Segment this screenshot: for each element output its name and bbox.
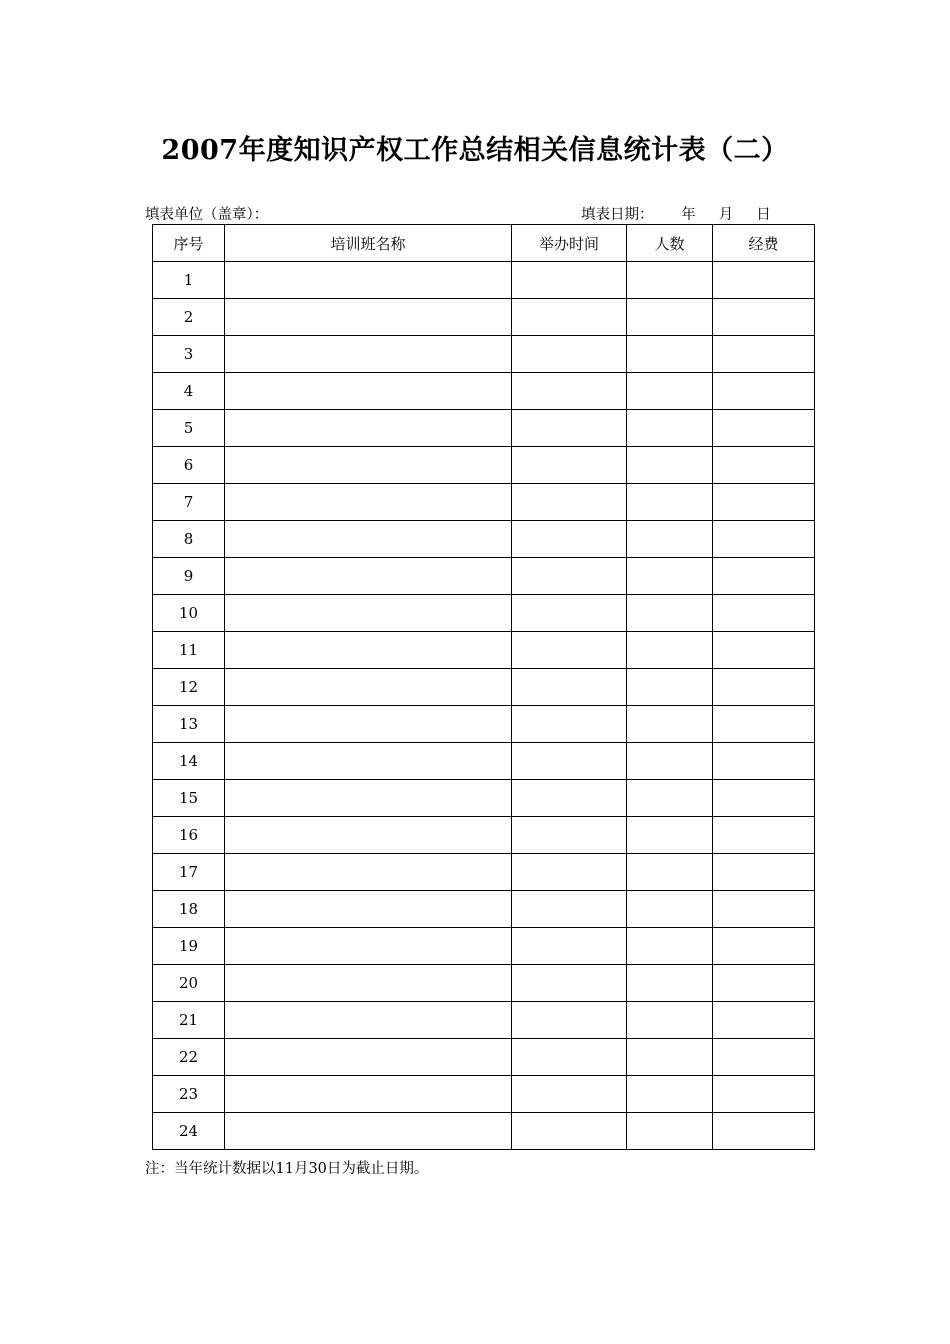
participant-count-cell[interactable]	[627, 336, 713, 373]
held-time-cell[interactable]	[512, 891, 627, 928]
serial-number-cell: 14	[153, 743, 225, 780]
funding-cell[interactable]	[713, 743, 815, 780]
held-time-cell[interactable]	[512, 743, 627, 780]
training-name-cell[interactable]	[225, 299, 512, 336]
serial-number-cell: 19	[153, 928, 225, 965]
participant-count-cell[interactable]	[627, 484, 713, 521]
participant-count-cell[interactable]	[627, 521, 713, 558]
table-header-row	[153, 225, 815, 262]
training-name-cell[interactable]	[225, 484, 512, 521]
serial-number-cell: 2	[153, 299, 225, 336]
header-held-time: 举办时间	[512, 225, 627, 262]
serial-number-cell: 9	[153, 558, 225, 595]
training-name-cell[interactable]	[225, 336, 512, 373]
held-time-cell[interactable]	[512, 632, 627, 669]
participant-count-cell[interactable]	[627, 1076, 713, 1113]
filling-date-label: 填表日期： 年 月 日	[581, 207, 771, 223]
held-time-cell[interactable]	[512, 706, 627, 743]
funding-cell[interactable]	[713, 891, 815, 928]
filling-unit-label: 填表单位（盖章）：	[145, 207, 269, 223]
serial-number-cell: 21	[153, 1002, 225, 1039]
funding-cell[interactable]	[713, 558, 815, 595]
table-row	[153, 373, 815, 410]
participant-count-cell[interactable]	[627, 1002, 713, 1039]
footnote: 注：当年统计数据以11月30日为截止日期。	[145, 1161, 429, 1177]
held-time-cell[interactable]	[512, 447, 627, 484]
held-time-cell[interactable]	[512, 817, 627, 854]
participant-count-cell[interactable]	[627, 817, 713, 854]
funding-cell[interactable]	[713, 262, 815, 299]
funding-cell[interactable]	[713, 928, 815, 965]
participant-count-cell[interactable]	[627, 854, 713, 891]
participant-count-cell[interactable]	[627, 558, 713, 595]
training-name-cell[interactable]	[225, 632, 512, 669]
funding-cell[interactable]	[713, 669, 815, 706]
table-row	[153, 595, 815, 632]
training-name-cell[interactable]	[225, 743, 512, 780]
funding-cell[interactable]	[713, 595, 815, 632]
training-name-cell[interactable]	[225, 558, 512, 595]
held-time-cell[interactable]	[512, 928, 627, 965]
table-row	[153, 1002, 815, 1039]
training-name-cell[interactable]	[225, 1039, 512, 1076]
participant-count-cell[interactable]	[627, 669, 713, 706]
funding-cell[interactable]	[713, 373, 815, 410]
funding-cell[interactable]	[713, 817, 815, 854]
held-time-cell[interactable]	[512, 965, 627, 1002]
serial-number-cell: 16	[153, 817, 225, 854]
serial-number-cell: 17	[153, 854, 225, 891]
funding-cell[interactable]	[713, 521, 815, 558]
participant-count-cell[interactable]	[627, 743, 713, 780]
serial-number-cell: 1	[153, 262, 225, 299]
held-time-cell[interactable]	[512, 484, 627, 521]
serial-number-cell: 15	[153, 780, 225, 817]
serial-number-cell: 13	[153, 706, 225, 743]
table-row	[153, 336, 815, 373]
table-row	[153, 1039, 815, 1076]
serial-number-cell: 12	[153, 669, 225, 706]
serial-number-cell: 23	[153, 1076, 225, 1113]
serial-number-cell: 7	[153, 484, 225, 521]
participant-count-cell[interactable]	[627, 965, 713, 1002]
held-time-cell[interactable]	[512, 299, 627, 336]
header-serial-number: 序号	[153, 225, 225, 262]
serial-number-cell: 3	[153, 336, 225, 373]
training-name-cell[interactable]	[225, 1113, 512, 1150]
participant-count-cell[interactable]	[627, 262, 713, 299]
funding-cell[interactable]	[713, 1076, 815, 1113]
funding-cell[interactable]	[713, 854, 815, 891]
serial-number-cell: 22	[153, 1039, 225, 1076]
serial-number-cell: 5	[153, 410, 225, 447]
serial-number-cell: 6	[153, 447, 225, 484]
training-name-cell[interactable]	[225, 706, 512, 743]
header-funding: 经费	[713, 225, 815, 262]
training-statistics-table	[152, 224, 815, 1150]
participant-count-cell[interactable]	[627, 632, 713, 669]
participant-count-cell[interactable]	[627, 1039, 713, 1076]
held-time-cell[interactable]	[512, 1039, 627, 1076]
training-name-cell[interactable]	[225, 928, 512, 965]
funding-cell[interactable]	[713, 336, 815, 373]
training-name-cell[interactable]	[225, 965, 512, 1002]
held-time-cell[interactable]	[512, 558, 627, 595]
table-row	[153, 410, 815, 447]
table-row	[153, 299, 815, 336]
header-training-name: 培训班名称	[225, 225, 512, 262]
table-row	[153, 521, 815, 558]
table-row	[153, 669, 815, 706]
funding-cell[interactable]	[713, 632, 815, 669]
participant-count-cell[interactable]	[627, 410, 713, 447]
participant-count-cell[interactable]	[627, 373, 713, 410]
participant-count-cell[interactable]	[627, 780, 713, 817]
funding-cell[interactable]	[713, 1113, 815, 1150]
serial-number-cell: 10	[153, 595, 225, 632]
funding-cell[interactable]	[713, 706, 815, 743]
participant-count-cell[interactable]	[627, 1113, 713, 1150]
serial-number-cell: 24	[153, 1113, 225, 1150]
held-time-cell[interactable]	[512, 1113, 627, 1150]
training-name-cell[interactable]	[225, 780, 512, 817]
table-row	[153, 928, 815, 965]
funding-cell[interactable]	[713, 484, 815, 521]
table-row	[153, 1076, 815, 1113]
participant-count-cell[interactable]	[627, 595, 713, 632]
serial-number-cell: 20	[153, 965, 225, 1002]
training-name-cell[interactable]	[225, 521, 512, 558]
training-name-cell[interactable]	[225, 447, 512, 484]
held-time-cell[interactable]	[512, 336, 627, 373]
page-title: 2007年度知识产权工作总结相关信息统计表（二）	[161, 135, 789, 166]
training-name-cell[interactable]	[225, 373, 512, 410]
funding-cell[interactable]	[713, 780, 815, 817]
table-row	[153, 632, 815, 669]
table-row	[153, 558, 815, 595]
table-row	[153, 891, 815, 928]
held-time-cell[interactable]	[512, 1076, 627, 1113]
funding-cell[interactable]	[713, 299, 815, 336]
header-participant-count: 人数	[627, 225, 713, 262]
serial-number-cell: 8	[153, 521, 225, 558]
funding-cell[interactable]	[713, 410, 815, 447]
training-name-cell[interactable]	[225, 410, 512, 447]
table-row	[153, 484, 815, 521]
table-row	[153, 447, 815, 484]
held-time-cell[interactable]	[512, 373, 627, 410]
training-name-cell[interactable]	[225, 1002, 512, 1039]
participant-count-cell[interactable]	[627, 299, 713, 336]
held-time-cell[interactable]	[512, 410, 627, 447]
table-row	[153, 817, 815, 854]
table-row	[153, 706, 815, 743]
serial-number-cell: 4	[153, 373, 225, 410]
held-time-cell[interactable]	[512, 1002, 627, 1039]
funding-cell[interactable]	[713, 1002, 815, 1039]
participant-count-cell[interactable]	[627, 891, 713, 928]
serial-number-cell: 11	[153, 632, 225, 669]
serial-number-cell: 18	[153, 891, 225, 928]
held-time-cell[interactable]	[512, 780, 627, 817]
table-body	[153, 262, 815, 1150]
funding-cell[interactable]	[713, 965, 815, 1002]
training-name-cell[interactable]	[225, 1076, 512, 1113]
funding-cell[interactable]	[713, 447, 815, 484]
participant-count-cell[interactable]	[627, 928, 713, 965]
table-row	[153, 780, 815, 817]
held-time-cell[interactable]	[512, 669, 627, 706]
held-time-cell[interactable]	[512, 854, 627, 891]
table-row	[153, 854, 815, 891]
participant-count-cell[interactable]	[627, 447, 713, 484]
table-row	[153, 965, 815, 1002]
training-name-cell[interactable]	[225, 669, 512, 706]
training-name-cell[interactable]	[225, 817, 512, 854]
table-row	[153, 262, 815, 299]
training-name-cell[interactable]	[225, 595, 512, 632]
participant-count-cell[interactable]	[627, 706, 713, 743]
training-name-cell[interactable]	[225, 891, 512, 928]
funding-cell[interactable]	[713, 1039, 815, 1076]
training-name-cell[interactable]	[225, 262, 512, 299]
table-row	[153, 743, 815, 780]
table-row	[153, 1113, 815, 1150]
held-time-cell[interactable]	[512, 595, 627, 632]
held-time-cell[interactable]	[512, 521, 627, 558]
training-name-cell[interactable]	[225, 854, 512, 891]
held-time-cell[interactable]	[512, 262, 627, 299]
